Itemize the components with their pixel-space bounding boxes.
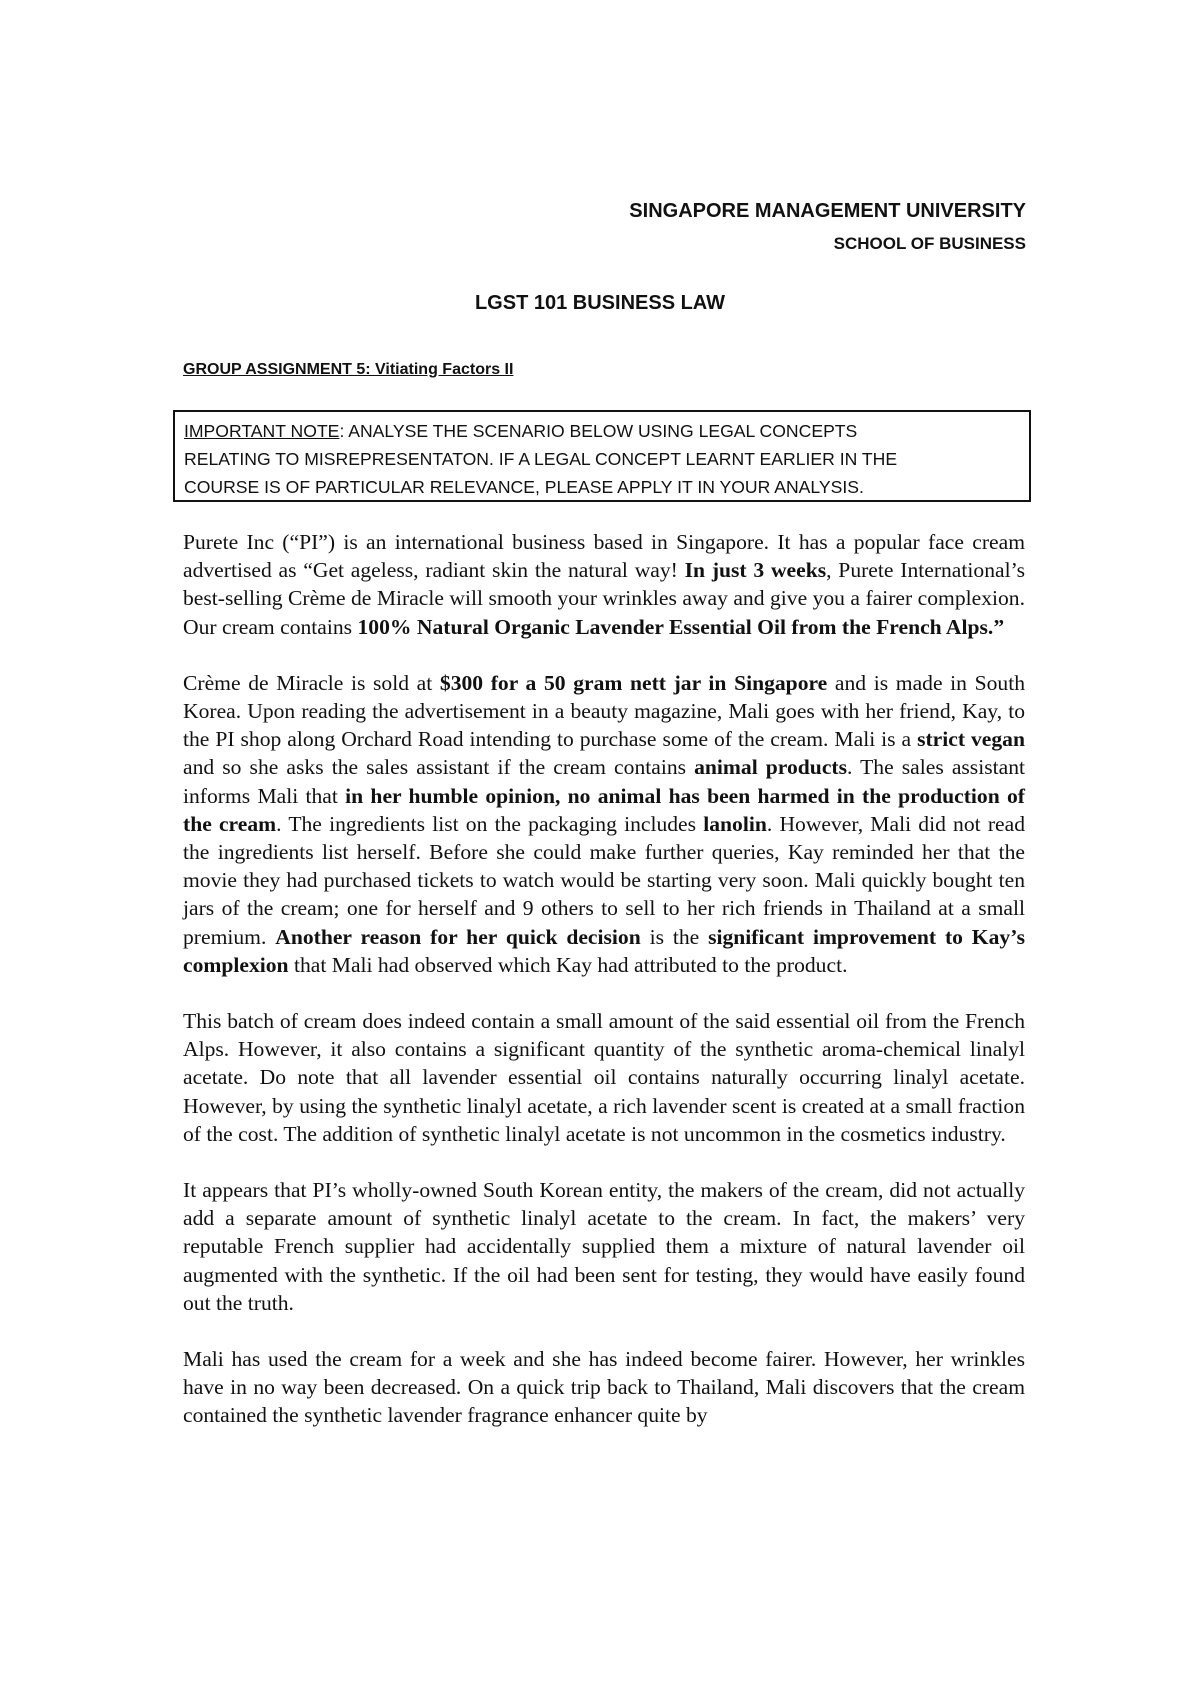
note-line-2: RELATING TO MISREPRESENTATON. IF A LEGAL CONCEPT LEARNT EARLIER IN THE bbox=[184, 449, 898, 469]
school-name: SCHOOL OF BUSINESS bbox=[833, 234, 1026, 253]
course-title: LGST 101 BUSINESS LAW bbox=[474, 292, 726, 314]
paragraph-3: This batch of cream does indeed contain a small amount of the said essential oil from the French Alps. However, it also contains a significant quantity of the synthetic aroma-chemical linalyl acetate. Do note that all lavender essential oil contains naturally occurring linalyl acetate. However, by using the synthetic linalyl acetate, a rich lavender scent is created at a small fraction of the cost. The addition of synthetic linalyl acetate is not uncommon in the cosmetics industry. bbox=[183, 1009, 1025, 1146]
text-run: . The ingredients list on the packaging includes bbox=[276, 811, 704, 836]
note-line-1 bbox=[184, 417, 1021, 445]
bold-run: in her humble opinion, no animal has been harmed in the production of the cream bbox=[183, 783, 1025, 836]
text-run: Purete Inc (“PI”) is an international business based in Singapore. It has a popular face cream advertised as “Get ageless, radiant skin the natural way! bbox=[183, 530, 1025, 583]
text-run: . However, Mali did not read the ingredients list herself. Before she could make further queries, Kay reminded her that the movie they had purchased tickets to watch would be starting very soon. Mali quickly bought ten jars of the cream; one for herself and 9 others to sell to her rich friends in Thailand at a small premium. bbox=[183, 811, 1025, 949]
text-run: . The sales assistant informs Mali that bbox=[183, 755, 1025, 808]
paragraph-2 bbox=[183, 669, 1025, 979]
bold-run: strict vegan bbox=[917, 727, 1025, 752]
text-run: Crème de Miracle is sold at bbox=[183, 670, 440, 695]
note-label: IMPORTANT NOTE bbox=[184, 421, 340, 441]
text-run: is the bbox=[640, 924, 709, 949]
bold-run: animal products bbox=[694, 755, 847, 780]
paragraph-1 bbox=[183, 528, 1025, 641]
text-run: that Mali had observed which Kay had attributed to the product. bbox=[288, 952, 848, 977]
note-line-1-text: : ANALYSE THE SCENARIO BELOW USING LEGAL CONCEPTS bbox=[339, 421, 858, 441]
paragraph-4: It appears that PI’s wholly-owned South Korean entity, the makers of the cream, did not actually add a separate amount of synthetic linalyl acetate to the cream. In fact, the makers’ very reputable French supplier had accidentally supplied them a mixture of natural lavender oil augmented with the synthetic. If the oil had been sent for testing, they would have easily found out the truth. bbox=[183, 1178, 1025, 1315]
text-run: and so she asks the sales assistant if the cream contains bbox=[183, 755, 695, 780]
bold-run: 100% Natural Organic Lavender Essential Oil from the French Alps. bbox=[357, 614, 994, 639]
bold-run: Another reason for her quick decision bbox=[275, 924, 641, 949]
bold-run: significant improvement to Kay’s complexion bbox=[183, 924, 1025, 977]
text-run: , Purete International’s best-selling Crème de Miracle will smooth your wrinkles away and give you a fairer complexion. Our cream contains bbox=[183, 558, 1025, 639]
text-run: ” bbox=[993, 614, 1005, 639]
university-name: SINGAPORE MANAGEMENT UNIVERSITY bbox=[629, 200, 1026, 222]
scenario-body bbox=[183, 528, 1025, 1458]
bold-run: lanolin bbox=[703, 811, 767, 836]
paragraph-5: Mali has used the cream for a week and she has indeed become fairer. However, her wrinkles have in no way been decreased. On a quick trip back to Thailand, Mali discovers that the cream contained the synthetic lavender fragrance enhancer quite by bbox=[183, 1347, 1025, 1428]
important-note-box bbox=[173, 410, 1031, 502]
note-line-3: COURSE IS OF PARTICULAR RELEVANCE, PLEASE APPLY IT IN YOUR ANALYSIS. bbox=[184, 477, 864, 497]
assignment-title: GROUP ASSIGNMENT 5: Vitiating Factors II bbox=[183, 361, 514, 378]
bold-run: In just 3 weeks bbox=[684, 558, 827, 583]
text-run: and is made in South Korea. Upon reading the advertisement in a beauty magazine, Mali goes with her friend, Kay, to the PI shop along Orchard Road intending to purchase some of the cream. Mali is a bbox=[183, 670, 1026, 752]
bold-run: $300 for a 50 gram nett jar in Singapore bbox=[439, 670, 828, 695]
